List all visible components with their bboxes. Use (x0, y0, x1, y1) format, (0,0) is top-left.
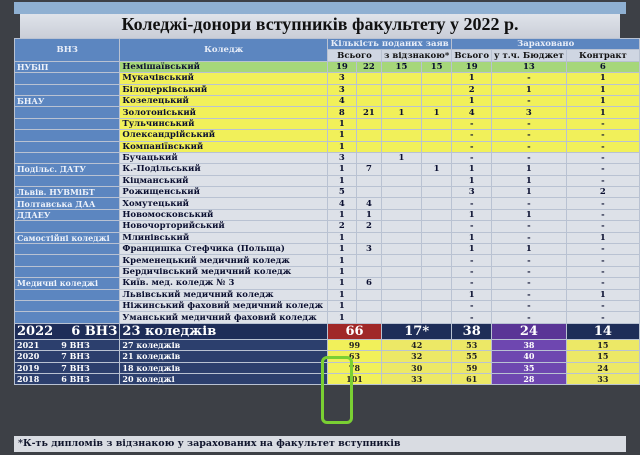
enrolled-cell: 4 (452, 107, 492, 118)
budget-cell: 1 (492, 244, 567, 255)
college-cell: Бучацький (120, 152, 328, 163)
contract-cell: - (566, 141, 639, 152)
apps-cell: 3 (327, 84, 356, 95)
header-contract: Контракт (566, 50, 639, 61)
honors-cell (382, 130, 422, 141)
total-year: 2022 (17, 323, 54, 339)
history-honors: 30 (382, 362, 452, 373)
college-cell: Олександрійський (120, 130, 328, 141)
college-cell: Немішаївський (120, 61, 328, 72)
enrolled-cell: 1 (452, 95, 492, 106)
college-cell: Золотоніський (120, 107, 328, 118)
history-year: 2019 (17, 362, 40, 373)
history-budget: 40 (492, 351, 567, 362)
table-row (15, 118, 640, 129)
history-row (15, 373, 640, 384)
history-enrolled: 61 (452, 373, 492, 384)
enrolled-cell: - (452, 312, 492, 323)
vnz-cell (15, 312, 120, 323)
header-vnz: ВНЗ (15, 39, 120, 62)
table-row (15, 300, 640, 311)
honors-cell (382, 312, 422, 323)
budget-cell: 1 (492, 209, 567, 220)
table-row (15, 141, 640, 152)
contract-cell: 1 (566, 84, 639, 95)
apps-group-cell: 2 (356, 221, 381, 232)
apps-group-cell (356, 152, 381, 163)
history-year-vnz (15, 351, 120, 362)
contract-cell: - (566, 209, 639, 220)
total-year-vnz (15, 323, 120, 339)
contract-cell: - (566, 278, 639, 289)
budget-cell: - (492, 266, 567, 277)
honors-group-cell (421, 266, 451, 277)
history-apps: 101 (327, 373, 381, 384)
honors-group-cell (421, 255, 451, 266)
table-row (15, 187, 640, 198)
honors-cell (382, 175, 422, 186)
honors-cell (382, 266, 422, 277)
table-row (15, 221, 640, 232)
history-colleges: 18 коледжів (120, 362, 328, 373)
college-cell: Київ. мед. коледж № 3 (120, 278, 328, 289)
history-apps: 63 (327, 351, 381, 362)
vnz-cell (15, 130, 120, 141)
honors-cell (382, 278, 422, 289)
apps-cell: 8 (327, 107, 356, 118)
apps-group-cell (356, 130, 381, 141)
vnz-cell: Полтавська ДАА (15, 198, 120, 209)
enrolled-cell: - (452, 141, 492, 152)
table-row (15, 175, 640, 186)
honors-cell (382, 73, 422, 84)
contract-cell: - (566, 118, 639, 129)
contract-cell: - (566, 244, 639, 255)
header-budget (492, 50, 567, 61)
history-apps: 99 (327, 339, 381, 350)
budget-cell: - (492, 152, 567, 163)
vnz-cell: Львів. НУВМіБТ (15, 187, 120, 198)
table-row (15, 198, 640, 209)
apps-cell: 1 (327, 130, 356, 141)
contract-cell: 6 (566, 61, 639, 72)
budget-cell: - (492, 95, 567, 106)
enrolled-cell: 1 (452, 175, 492, 186)
history-budget: 38 (492, 339, 567, 350)
history-year-vnz (15, 339, 120, 350)
header-enrolled-total: Всього (452, 50, 492, 61)
total-contract: 14 (566, 323, 639, 339)
college-cell: Уманський медичний фаховий коледж (120, 312, 328, 323)
honors-cell: 1 (382, 107, 422, 118)
table-row (15, 152, 640, 163)
table-row (15, 61, 640, 72)
college-cell: Новочорторийський (120, 221, 328, 232)
table-row (15, 312, 640, 323)
honors-group-cell (421, 95, 451, 106)
apps-group-cell (356, 187, 381, 198)
contract-cell: 1 (566, 289, 639, 300)
vnz-cell (15, 152, 120, 163)
vnz-cell (15, 107, 120, 118)
enrolled-cell: - (452, 266, 492, 277)
honors-cell (382, 209, 422, 220)
apps-group-cell: 7 (356, 164, 381, 175)
vnz-cell: БНАУ (15, 95, 120, 106)
college-cell: Кременецький медичний коледж (120, 255, 328, 266)
budget-cell: - (492, 130, 567, 141)
apps-group-cell (356, 300, 381, 311)
history-vnz: 7 ВНЗ (61, 362, 90, 373)
vnz-cell (15, 266, 120, 277)
table-row (15, 232, 640, 243)
apps-group-cell (356, 232, 381, 243)
history-year: 2018 (17, 374, 40, 385)
history-year: 2020 (17, 351, 40, 362)
honors-group-cell (421, 312, 451, 323)
vnz-cell (15, 221, 120, 232)
vnz-cell (15, 300, 120, 311)
honors-cell (382, 118, 422, 129)
apps-cell: 4 (327, 95, 356, 106)
honors-group-cell (421, 232, 451, 243)
history-honors: 32 (382, 351, 452, 362)
apps-cell: 1 (327, 300, 356, 311)
budget-cell: 1 (492, 84, 567, 95)
budget-cell: - (492, 300, 567, 311)
apps-group-cell (356, 118, 381, 129)
budget-cell: - (492, 289, 567, 300)
honors-group-cell (421, 130, 451, 141)
budget-cell: - (492, 255, 567, 266)
apps-cell: 4 (327, 198, 356, 209)
total-apps: 66 (327, 323, 381, 339)
college-cell: Білоцерківський (120, 84, 328, 95)
enrolled-cell: - (452, 255, 492, 266)
enrolled-cell: - (452, 221, 492, 232)
contract-cell: 1 (566, 232, 639, 243)
college-cell: Ніжинський фаховий медичний коледж (120, 300, 328, 311)
apps-group-cell (356, 289, 381, 300)
college-cell: Кіцманський (120, 175, 328, 186)
apps-cell: 1 (327, 118, 356, 129)
honors-cell (382, 221, 422, 232)
header-college: Коледж (120, 39, 328, 62)
apps-cell: 5 (327, 187, 356, 198)
honors-group-cell: 1 (421, 164, 451, 175)
vnz-cell: Медичні коледжі (15, 278, 120, 289)
apps-group-cell: 4 (356, 198, 381, 209)
honors-group-cell: 1 (421, 107, 451, 118)
enrolled-cell: 1 (452, 289, 492, 300)
colleges-table (14, 38, 640, 385)
college-cell: Рожищенський (120, 187, 328, 198)
apps-group-cell (356, 255, 381, 266)
honors-group-cell (421, 73, 451, 84)
apps-group-cell (356, 84, 381, 95)
header-row-1 (15, 39, 640, 50)
honors-group-cell (421, 152, 451, 163)
enrolled-cell: - (452, 198, 492, 209)
budget-cell: - (492, 232, 567, 243)
apps-cell: 1 (327, 209, 356, 220)
honors-group-cell (421, 84, 451, 95)
enrolled-cell: 1 (452, 73, 492, 84)
apps-group-cell (356, 312, 381, 323)
apps-cell: 3 (327, 152, 356, 163)
vnz-cell (15, 244, 120, 255)
honors-cell (382, 300, 422, 311)
apps-cell: 1 (327, 255, 356, 266)
enrolled-cell: - (452, 118, 492, 129)
footnote: *К-ть дипломів з відзнакою у зарахованих на факультет вступників (14, 436, 626, 452)
history-enrolled: 59 (452, 362, 492, 373)
budget-cell: - (492, 118, 567, 129)
vnz-cell (15, 289, 120, 300)
contract-cell: - (566, 164, 639, 175)
contract-cell: - (566, 152, 639, 163)
apps-group-cell (356, 175, 381, 186)
contract-cell: 1 (566, 107, 639, 118)
contract-cell: - (566, 312, 639, 323)
honors-cell (382, 164, 422, 175)
vnz-cell (15, 255, 120, 266)
history-budget: 28 (492, 373, 567, 384)
contract-cell: - (566, 198, 639, 209)
enrolled-cell: - (452, 300, 492, 311)
honors-group-cell (421, 209, 451, 220)
honors-cell (382, 244, 422, 255)
enrolled-cell: 1 (452, 164, 492, 175)
honors-cell (382, 84, 422, 95)
total-row-2022 (15, 323, 640, 339)
history-colleges: 20 коледжі (120, 373, 328, 384)
apps-cell: 2 (327, 221, 356, 232)
apps-cell: 1 (327, 266, 356, 277)
table-row (15, 95, 640, 106)
header-applications: Кількість поданих заяв (327, 39, 451, 50)
vnz-cell: ДДАЕУ (15, 209, 120, 220)
table-row (15, 289, 640, 300)
apps-group-cell (356, 266, 381, 277)
total-enrolled: 38 (452, 323, 492, 339)
history-vnz: 7 ВНЗ (61, 351, 90, 362)
slide-title: Коледжі-донори вступників факультету у 2022 р. (20, 14, 620, 40)
apps-cell: 1 (327, 164, 356, 175)
table-row (15, 130, 640, 141)
history-enrolled: 53 (452, 339, 492, 350)
honors-group-cell (421, 289, 451, 300)
contract-cell: - (566, 266, 639, 277)
table-row (15, 107, 640, 118)
history-row (15, 362, 640, 373)
honors-cell (382, 255, 422, 266)
table-row (15, 73, 640, 84)
honors-group-cell (421, 141, 451, 152)
honors-group-cell: 15 (421, 61, 451, 72)
college-cell: К.-Подільський (120, 164, 328, 175)
history-contract: 15 (566, 351, 639, 362)
history-apps: 78 (327, 362, 381, 373)
honors-cell (382, 198, 422, 209)
enrolled-cell: 1 (452, 232, 492, 243)
honors-cell (382, 141, 422, 152)
budget-cell: - (492, 278, 567, 289)
honors-group-cell (421, 221, 451, 232)
header-with-honors: з відзнакою* (382, 50, 452, 61)
vnz-cell: Самостійні коледжі (15, 232, 120, 243)
budget-cell: 1 (492, 175, 567, 186)
header-budget-label: Бюджет (522, 50, 564, 61)
history-vnz: 9 ВНЗ (61, 339, 90, 350)
apps-cell: 1 (327, 175, 356, 186)
table-row (15, 84, 640, 95)
budget-cell: - (492, 141, 567, 152)
contract-cell: - (566, 221, 639, 232)
college-cell: Козелецький (120, 95, 328, 106)
total-colleges: 23 коледжів (120, 323, 328, 339)
table-row (15, 244, 640, 255)
total-honors: 17* (382, 323, 452, 339)
college-cell: Францишка Стефчика (Польща) (120, 244, 328, 255)
honors-cell (382, 289, 422, 300)
total-budget: 24 (492, 323, 567, 339)
budget-cell: 3 (492, 107, 567, 118)
budget-cell: - (492, 73, 567, 84)
table-row (15, 255, 640, 266)
history-contract: 33 (566, 373, 639, 384)
contract-cell: - (566, 130, 639, 141)
budget-cell: 13 (492, 61, 567, 72)
college-cell: Компаніївський (120, 141, 328, 152)
apps-cell: 1 (327, 244, 356, 255)
enrolled-cell: - (452, 278, 492, 289)
honors-cell (382, 95, 422, 106)
honors-group-cell (421, 187, 451, 198)
budget-cell: - (492, 312, 567, 323)
vnz-cell (15, 141, 120, 152)
enrolled-cell: - (452, 152, 492, 163)
history-colleges: 21 коледжів (120, 351, 328, 362)
history-honors: 33 (382, 373, 452, 384)
history-enrolled: 55 (452, 351, 492, 362)
history-year-vnz (15, 373, 120, 384)
budget-cell: - (492, 221, 567, 232)
apps-group-cell (356, 141, 381, 152)
apps-group-cell: 1 (356, 209, 381, 220)
history-year: 2021 (17, 339, 40, 350)
history-vnz: 6 ВНЗ (61, 374, 90, 385)
college-cell: Бердичівський медичний коледж (120, 266, 328, 277)
history-contract: 15 (566, 339, 639, 350)
table-row (15, 164, 640, 175)
header-apps-total: Всього (327, 50, 381, 61)
contract-cell: - (566, 175, 639, 186)
header-including: у т.ч. (494, 50, 520, 61)
honors-cell (382, 232, 422, 243)
enrolled-cell: 1 (452, 209, 492, 220)
contract-cell: - (566, 300, 639, 311)
header-enrolled: Зараховано (452, 39, 640, 50)
contract-cell: 1 (566, 73, 639, 84)
apps-group-cell (356, 73, 381, 84)
vnz-cell: НУБіП (15, 61, 120, 72)
contract-cell: - (566, 255, 639, 266)
budget-cell: 1 (492, 164, 567, 175)
apps-cell: 3 (327, 73, 356, 84)
history-year-vnz (15, 362, 120, 373)
apps-group-cell: 22 (356, 61, 381, 72)
contract-cell: 2 (566, 187, 639, 198)
history-colleges: 27 коледжів (120, 339, 328, 350)
honors-group-cell (421, 244, 451, 255)
enrolled-cell: 1 (452, 244, 492, 255)
history-row (15, 339, 640, 350)
vnz-cell (15, 84, 120, 95)
honors-cell (382, 187, 422, 198)
table-row (15, 266, 640, 277)
slide-banner (14, 2, 626, 14)
table-row (15, 209, 640, 220)
honors-group-cell (421, 300, 451, 311)
college-cell: Млинівський (120, 232, 328, 243)
apps-group-cell (356, 95, 381, 106)
apps-group-cell: 3 (356, 244, 381, 255)
budget-cell: 1 (492, 187, 567, 198)
apps-group-cell: 6 (356, 278, 381, 289)
vnz-cell: Подільс. ДАТУ (15, 164, 120, 175)
apps-cell: 1 (327, 232, 356, 243)
enrolled-cell: 19 (452, 61, 492, 72)
apps-group-cell: 21 (356, 107, 381, 118)
vnz-cell (15, 118, 120, 129)
history-budget: 35 (492, 362, 567, 373)
apps-cell: 19 (327, 61, 356, 72)
honors-cell: 1 (382, 152, 422, 163)
college-cell: Львівський медичний коледж (120, 289, 328, 300)
history-honors: 42 (382, 339, 452, 350)
college-cell: Мукачівський (120, 73, 328, 84)
apps-cell: 1 (327, 141, 356, 152)
vnz-cell (15, 175, 120, 186)
history-row (15, 351, 640, 362)
contract-cell: 1 (566, 95, 639, 106)
college-cell: Тульчинський (120, 118, 328, 129)
table-row (15, 278, 640, 289)
honors-group-cell (421, 175, 451, 186)
apps-cell: 1 (327, 312, 356, 323)
budget-cell: - (492, 198, 567, 209)
history-contract: 24 (566, 362, 639, 373)
vnz-cell (15, 73, 120, 84)
apps-cell: 1 (327, 289, 356, 300)
honors-group-cell (421, 118, 451, 129)
apps-cell: 1 (327, 278, 356, 289)
total-vnz: 6 ВНЗ (71, 323, 118, 339)
enrolled-cell: 2 (452, 84, 492, 95)
college-cell: Хомутецький (120, 198, 328, 209)
honors-group-cell (421, 198, 451, 209)
honors-group-cell (421, 278, 451, 289)
enrolled-cell: - (452, 130, 492, 141)
honors-cell: 15 (382, 61, 422, 72)
college-cell: Новомосковський (120, 209, 328, 220)
enrolled-cell: 3 (452, 187, 492, 198)
